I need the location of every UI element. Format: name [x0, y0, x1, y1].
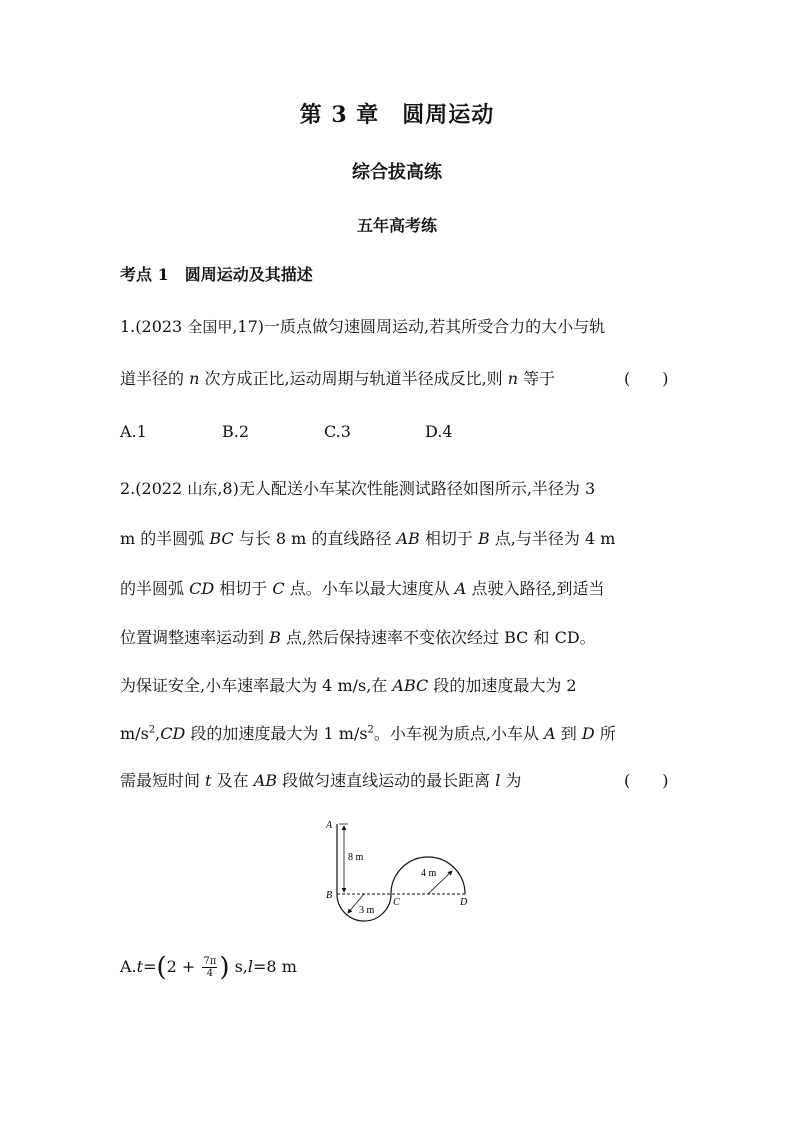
q1-line2 [120, 366, 555, 389]
q1-rest: ,17)一质点做匀速圆周运动,若其所受合力的大小与轨 [232, 317, 606, 336]
var-bc: BC [209, 529, 234, 548]
paren-right: ) [219, 952, 230, 983]
var-l: l [247, 957, 254, 976]
q2-line6 [120, 721, 616, 744]
path-diagram [315, 810, 495, 940]
q1-option-d[interactable]: D.4 [425, 422, 453, 441]
q2-text: 为保证安全,小车速率最大为 4 m/s,在 [120, 676, 393, 695]
q2-text: m/s [120, 724, 149, 743]
q2-line2 [120, 526, 615, 549]
fraction-denominator: 4 [206, 968, 214, 979]
var-t: t [205, 771, 212, 790]
dim-r1-label: 3 m [359, 905, 375, 916]
q2-line4 [120, 625, 596, 648]
label-a: A [326, 820, 333, 831]
q2-prefix: 2.(2022 [120, 479, 188, 498]
q1-answer-blank: ( ) [624, 369, 669, 388]
var-ab: AB [253, 771, 278, 790]
var-l: l [495, 771, 501, 790]
q2-text: 段的加速度最大为 2 [428, 676, 577, 695]
section-heading: 五年高考练 [356, 216, 437, 235]
q2-line3 [120, 576, 605, 599]
var-cd: CD [160, 724, 186, 743]
q1-option-c[interactable]: C.3 [324, 422, 351, 441]
fraction [202, 956, 217, 979]
q2-text: 点,然后保持速率不变依次经过 BC 和 CD。 [280, 628, 596, 647]
q1-text: 等于 [518, 369, 556, 388]
q2-text: 到 [555, 724, 582, 743]
q2-text: 位置调整速率运动到 [120, 628, 270, 647]
dim-r2-label: 4 m [421, 868, 437, 879]
q1-source: 全国甲 [187, 318, 233, 336]
var-ab: AB [396, 529, 420, 548]
option-prefix: A. [120, 957, 137, 976]
var-b: B [477, 529, 490, 548]
subtitle: 综合拔高练 [352, 162, 442, 183]
q2-source: 山东 [187, 480, 218, 498]
q2-line1 [120, 476, 595, 499]
topic-heading: 考点 1 圆周运动及其描述 [120, 265, 313, 284]
var-a: A [544, 724, 556, 743]
q2-text: 所 [594, 724, 616, 743]
q2-text: 相切于 [419, 529, 478, 548]
paren-left: ( [156, 952, 167, 983]
equals: = [143, 957, 157, 976]
q2-text: 为 [500, 771, 522, 790]
label-b: B [326, 890, 333, 901]
q2-text: 需最短时间 [120, 771, 206, 790]
var-a: A [454, 579, 467, 598]
q1-option-a[interactable]: A.1 [120, 422, 147, 441]
fraction-numerator: 7π [203, 956, 217, 967]
q1-text: 道半径的 [120, 369, 190, 388]
var-n: n [507, 369, 519, 388]
q1-prefix: 1.(2023 [120, 317, 188, 336]
var-d: D [581, 724, 595, 743]
q2-text: 点。小车以最大速度从 [284, 579, 455, 598]
l-value: =8 m [253, 957, 297, 976]
q2-line7 [120, 768, 521, 791]
q1-text: 次方成正比,运动周期与轨道半径成反比,则 [199, 369, 508, 388]
superscript: 2 [148, 724, 156, 736]
var-cd: CD [189, 579, 215, 598]
q2-text: , [155, 724, 161, 743]
q2-text: m 的半圆弧 [120, 529, 210, 548]
q2-rest: ,8)无人配送小车某次性能测试路径如图所示,半径为 3 [217, 479, 596, 498]
q2-text: 段做匀速直线运动的最长距离 [277, 771, 496, 790]
q2-text: 相切于 [214, 579, 273, 598]
var-abc: ABC [392, 676, 429, 695]
q2-text: 点,与半径为 4 m [489, 529, 616, 548]
q2-text: 的半圆弧 [120, 579, 190, 598]
q2-text: 段的加速度最大为 1 m/s [185, 724, 368, 743]
var-b: B [269, 628, 281, 647]
label-d: D [460, 897, 468, 908]
q2-text: 点驶入路径,到适当 [466, 579, 605, 598]
chapter-title: 第 3 章 圆周运动 [299, 102, 495, 128]
q2-text: 及在 [211, 771, 254, 790]
q2-answer-blank: ( ) [624, 771, 669, 790]
q2-line5 [120, 673, 577, 696]
q2-text: 。小车视为质点,小车从 [373, 724, 545, 743]
superscript: 2 [367, 724, 374, 736]
q1-line1 [120, 314, 605, 337]
var-c: C [272, 579, 285, 598]
var-n: n [189, 369, 200, 388]
expr-two-plus: 2 + [166, 957, 201, 976]
unit: s, [229, 957, 248, 976]
var-t: t [136, 957, 144, 976]
q2-text: 与长 8 m 的直线路径 [233, 529, 397, 548]
label-c: C [393, 897, 400, 908]
q2-option-a[interactable] [120, 952, 297, 983]
q1-option-b[interactable]: B.2 [222, 422, 250, 441]
dim-ab-label: 8 m [348, 852, 364, 863]
